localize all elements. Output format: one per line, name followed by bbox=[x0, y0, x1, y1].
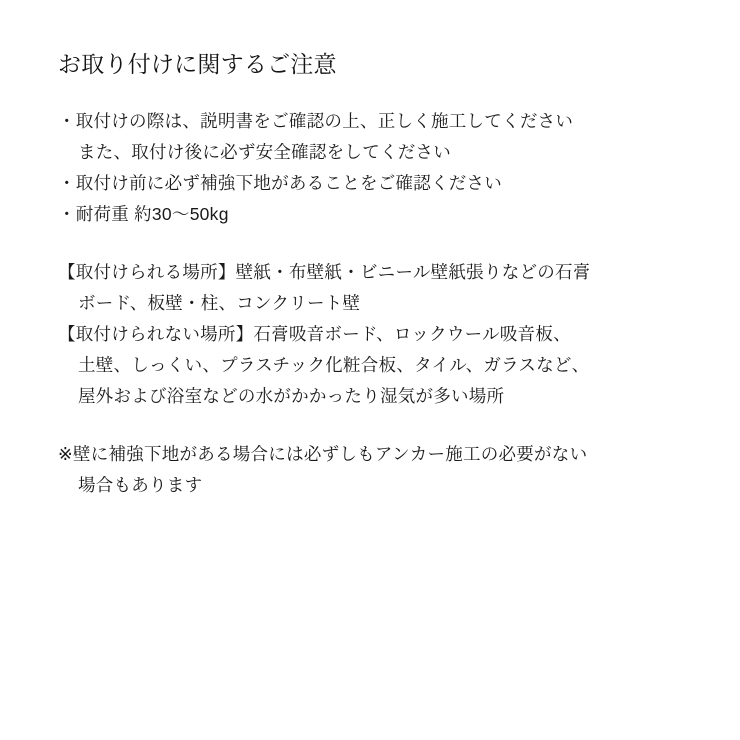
list-item: ・取付け前に必ず補強下地があることをご確認ください bbox=[58, 173, 503, 194]
note-line: ※壁に補強下地がある場合には必ずしもアンカー施工の必要がない bbox=[58, 444, 588, 465]
section-cautions bbox=[58, 106, 684, 230]
disallowed-locations-line: 【取付けられない場所】石膏吸音ボード、ロックウール吸音板、 bbox=[58, 324, 571, 345]
disallowed-locations-continuation: 屋外および浴室などの水がかかったり湿気が多い場所 bbox=[78, 386, 505, 407]
section-note bbox=[58, 439, 684, 501]
section-spacer bbox=[58, 412, 684, 439]
note-line-continuation: 場合もあります bbox=[78, 475, 203, 496]
disallowed-locations-continuation: 土壁、しっくい、プラスチック化粧合板、タイル、ガラスなど、 bbox=[78, 355, 590, 376]
page-title: お取り付けに関するご注意 bbox=[58, 51, 337, 77]
section-locations bbox=[58, 257, 684, 412]
list-item: ・取付けの際は、説明書をご確認の上、正しく施工してください bbox=[58, 111, 574, 132]
allowed-locations-continuation: ボード、板壁・柱、コンクリート壁 bbox=[78, 293, 361, 314]
allowed-locations-line: 【取付けられる場所】壁紙・布壁紙・ビニール壁紙張りなどの石膏 bbox=[58, 262, 591, 283]
list-item: ・耐荷重 約30〜50kg bbox=[58, 204, 229, 225]
section-spacer bbox=[58, 230, 684, 257]
list-item-continuation: また、取付け後に必ず安全確認をしてください bbox=[78, 142, 452, 163]
